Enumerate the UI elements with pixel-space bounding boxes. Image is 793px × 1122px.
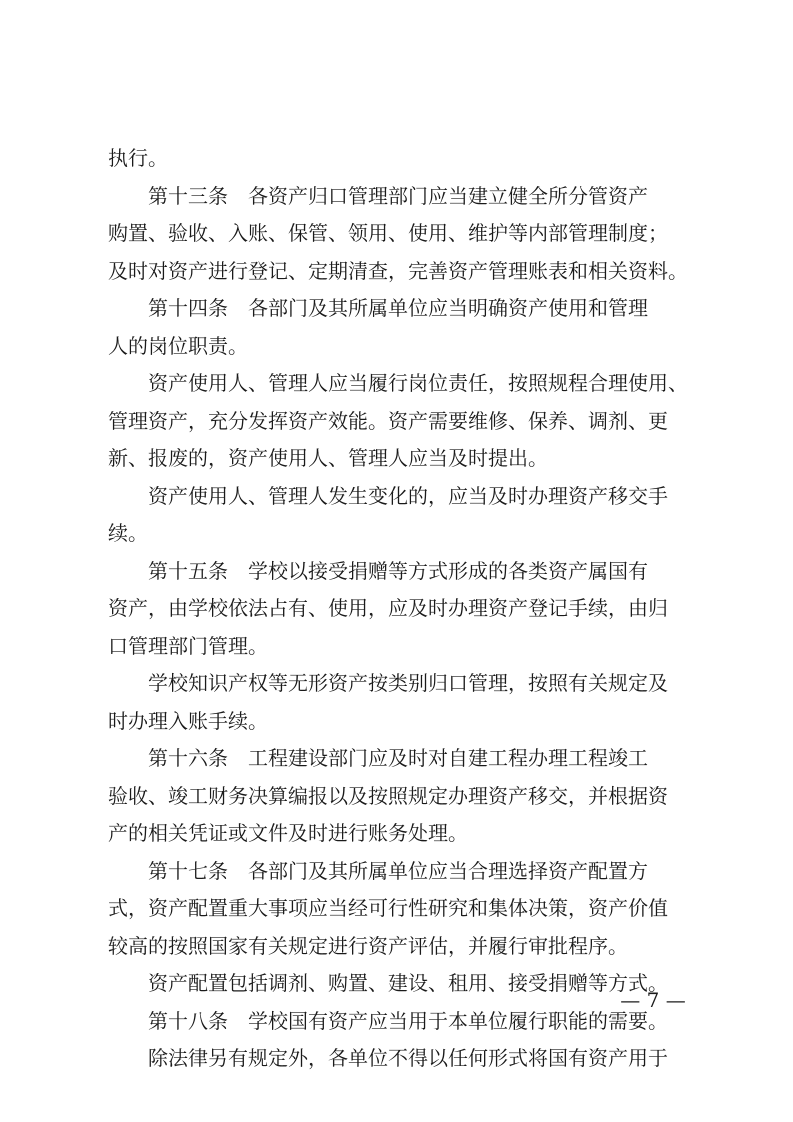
text-line: 口管理部门管理。 [108,633,268,658]
text-line: 第十七条 各部门及其所属单位应当合理选择资产配置方 [108,858,648,883]
text-line: 第十八条 学校国有资产应当用于本单位履行职能的需要。 [108,1008,668,1033]
text-line: 式，资产配置重大事项应当经可行性研究和集体决策，资产价值 [108,896,668,920]
text-line: 第十四条 各部门及其所属单位应当明确资产使用和管理 [108,296,648,320]
text-line: 资产使用人、管理人应当履行岗位责任，按照规程合理使用、 [108,371,688,395]
text-line: 新、报废的，资产使用人、管理人应当及时提出。 [108,446,548,470]
text-line: 较高的按照国家有关规定进行资产评估，并履行审批程序。 [108,933,628,958]
text-line: 产的相关凭证或文件及时进行账务处理。 [108,821,468,845]
text-line: 资产配置包括调剂、购置、建设、租用、接受捐赠等方式。 [108,971,668,995]
text-line: 第十五条 学校以接受捐赠等方式形成的各类资产属国有 [108,558,648,583]
text-line: 人的岗位职责。 [108,333,248,358]
text-line: 学校知识产权等无形资产按类别归口管理，按照有关规定及 [108,671,668,695]
text-line: 及时对资产进行登记、定期清查，完善资产管理账表和相关资料。 [108,258,688,283]
text-line: 第十三条 各资产归口管理部门应当建立健全所分管资产 [108,183,648,208]
text-line: 购置、验收、入账、保管、领用、使用、维护等内部管理制度； [108,221,668,245]
text-line: 资产使用人、管理人发生变化的，应当及时办理资产移交手 [108,483,668,508]
body-text [108,140,694,1078]
text-line: 管理资产，充分发挥资产效能。资产需要维修、保养、调剂、更 [108,408,668,433]
text-line: 时办理入账手续。 [108,708,268,733]
text-line: 资产，由学校依法占有、使用，应及时办理资产登记手续，由归 [108,596,668,620]
text-line: 续。 [108,521,148,545]
text-line: 除法律另有规定外，各单位不得以任何形式将国有资产用于 [108,1046,668,1070]
text-line: 验收、竣工财务决算编报以及按照规定办理资产移交，并根据资 [108,783,668,808]
page-number: — 7 — [620,988,686,1012]
text-line: 第十六条 工程建设部门应及时对自建工程办理工程竣工 [108,746,648,770]
text-line: 执行。 [108,146,168,170]
